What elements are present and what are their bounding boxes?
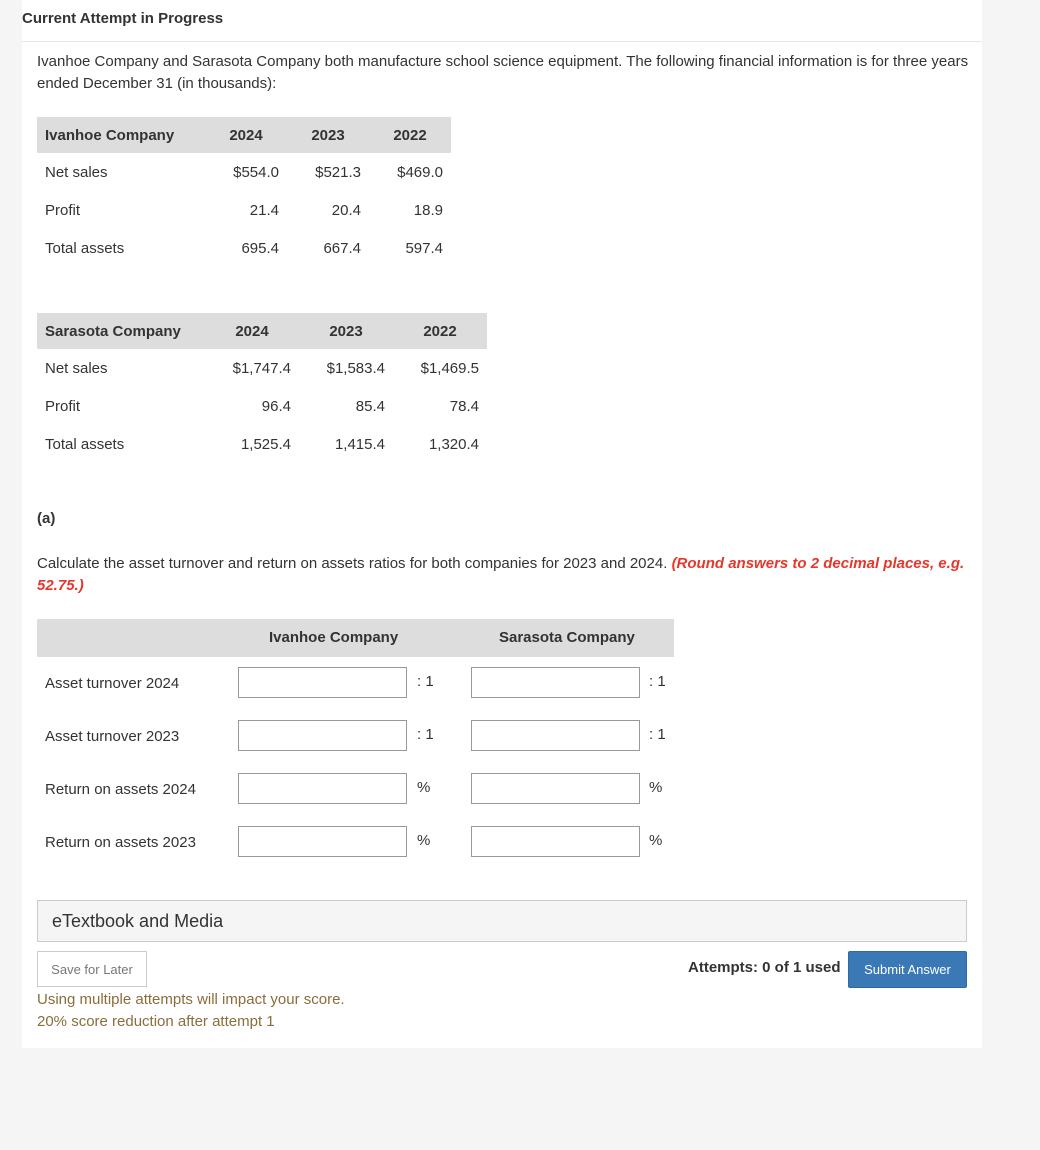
table-cell: 21.4 [249, 201, 279, 219]
row-label: Total assets [45, 239, 125, 257]
table-row [37, 191, 451, 229]
table-company-header: Ivanhoe Company [37, 117, 205, 153]
table-row [37, 153, 451, 191]
table-cell: $469.0 [397, 163, 443, 181]
table-cell: 1,320.4 [428, 435, 479, 453]
part-instruction [37, 553, 972, 597]
table-cell: 96.4 [261, 397, 291, 415]
table-cell: $554.0 [233, 163, 279, 181]
row-label-return-on-assets-2024: Return on assets 2024 [45, 781, 196, 798]
question-card [22, 0, 982, 1048]
ivanhoe-asset-turnover-2024-input[interactable] [238, 667, 407, 698]
unit-label: : 1 [649, 673, 666, 690]
rounding-note: (Round answers to 2 decimal places, e.g. 52.75.) [37, 555, 965, 594]
page-title: Current Attempt in Progress [22, 10, 224, 27]
instruction-text: Calculate the asset turnover and return on assets ratios for both companies for 2023 and 2024. [37, 555, 668, 572]
unit-label: % [417, 779, 431, 796]
table-cell: $1,469.5 [420, 359, 479, 377]
sarasota-column-header: Sarasota Company [499, 629, 635, 646]
row-label: Profit [45, 201, 81, 219]
row-label: Total assets [45, 435, 125, 453]
table-row [37, 229, 451, 267]
sarasota-asset-turnover-2023-input[interactable] [471, 720, 640, 751]
table-header-row [37, 117, 451, 153]
ivanhoe-column-header: Ivanhoe Company [269, 629, 399, 646]
table-cell: $1,747.4 [232, 359, 291, 377]
table-cell: 1,415.4 [334, 435, 385, 453]
row-label: Net sales [45, 163, 108, 181]
table-year-header: 2024 [205, 313, 299, 349]
warning-line-1: Using multiple attempts will impact your score. [37, 991, 345, 1008]
table-year-header: 2023 [299, 313, 393, 349]
warning-line-2: 20% score reduction after attempt 1 [37, 1013, 275, 1030]
ivanhoe-return-on-assets-2024-input[interactable] [238, 773, 407, 804]
unit-label: % [649, 779, 663, 796]
table-cell: 1,525.4 [240, 435, 291, 453]
ivanhoe-asset-turnover-2023-input[interactable] [238, 720, 407, 751]
table-cell: $1,583.4 [326, 359, 385, 377]
etextbook-media-label: eTextbook and Media [52, 911, 224, 931]
sarasota-return-on-assets-2024-input[interactable] [471, 773, 640, 804]
table-cell: 85.4 [355, 397, 385, 415]
row-label-asset-turnover-2023: Asset turnover 2023 [45, 728, 180, 745]
table-cell: 597.4 [405, 239, 443, 257]
table-cell: 695.4 [241, 239, 279, 257]
row-label: Net sales [45, 359, 108, 377]
unit-label: : 1 [417, 673, 434, 690]
attempts-counter: Attempts: 0 of 1 used [688, 959, 841, 976]
unit-label: : 1 [417, 726, 434, 743]
sarasota-return-on-assets-2023-input[interactable] [471, 826, 640, 857]
part-label: (a) [37, 510, 56, 527]
table-row [37, 387, 487, 425]
row-label: Profit [45, 397, 81, 415]
table-year-header: 2022 [393, 313, 487, 349]
table-row [37, 349, 487, 387]
question-intro: Ivanhoe Company and Sarasota Company both manufacture school science equipment. The following financial information is for three years ended December 31 (in thousands): [37, 53, 969, 92]
submit-answer-button[interactable]: Submit Answer [848, 951, 967, 988]
table-cell: 78.4 [449, 397, 479, 415]
unit-label: : 1 [649, 726, 666, 743]
sarasota-asset-turnover-2024-input[interactable] [471, 667, 640, 698]
table-year-header: 2024 [205, 117, 287, 153]
table-year-header: 2023 [287, 117, 369, 153]
table-company-header: Sarasota Company [37, 313, 205, 349]
save-for-later-button[interactable]: Save for Later [37, 951, 147, 987]
sarasota-table [37, 313, 487, 463]
unit-label: % [417, 832, 431, 849]
ivanhoe-table [37, 117, 451, 267]
row-label-asset-turnover-2024: Asset turnover 2024 [45, 675, 180, 692]
answer-table-header [37, 619, 674, 657]
row-label-return-on-assets-2023: Return on assets 2023 [45, 834, 196, 851]
table-cell: 18.9 [413, 201, 443, 219]
table-cell: $521.3 [315, 163, 361, 181]
ivanhoe-return-on-assets-2023-input[interactable] [238, 826, 407, 857]
table-year-header: 2022 [369, 117, 451, 153]
table-row [37, 425, 487, 463]
table-header-row [37, 313, 487, 349]
table-cell: 20.4 [331, 201, 361, 219]
etextbook-media-panel[interactable] [37, 900, 967, 942]
unit-label: % [649, 832, 663, 849]
header-divider [22, 41, 982, 42]
attempts-warning [37, 989, 345, 1033]
table-cell: 667.4 [323, 239, 361, 257]
